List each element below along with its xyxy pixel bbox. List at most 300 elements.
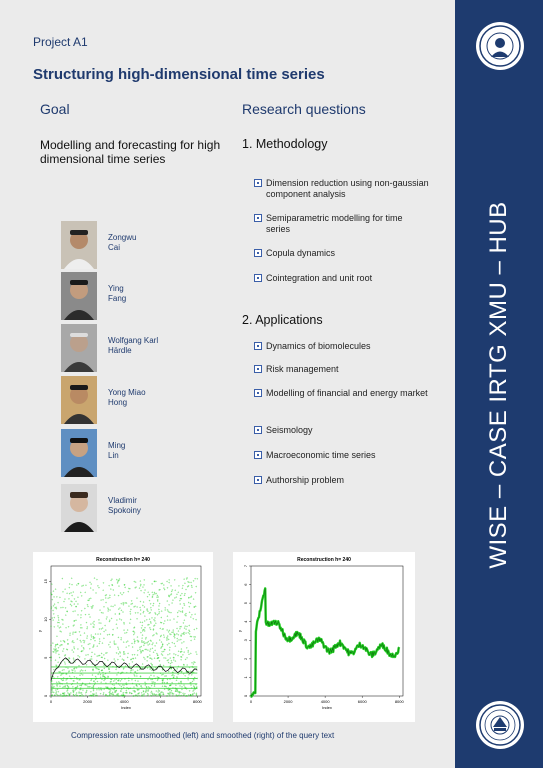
data-point (184, 685, 185, 686)
data-point (190, 653, 191, 654)
data-point (169, 694, 170, 695)
data-point (90, 617, 91, 618)
data-point (183, 603, 184, 604)
data-point (149, 619, 150, 620)
data-point (154, 620, 155, 621)
section-title-applications: 2. Applications (242, 313, 323, 327)
data-point (180, 639, 181, 640)
data-point (132, 603, 133, 604)
bullet-icon (254, 476, 262, 484)
data-point (176, 633, 177, 634)
data-point (150, 621, 151, 622)
data-point (59, 645, 60, 646)
data-point (140, 584, 141, 585)
data-point (123, 592, 124, 593)
data-point (132, 647, 133, 648)
data-point (180, 595, 181, 596)
data-point (165, 658, 166, 659)
data-point (183, 633, 184, 634)
data-point (122, 612, 123, 613)
data-point (103, 582, 104, 583)
data-point (75, 611, 76, 612)
data-point (86, 638, 87, 639)
data-point (196, 619, 197, 620)
data-point (144, 627, 145, 628)
data-point (55, 646, 56, 647)
data-point (87, 604, 88, 605)
data-point (71, 605, 72, 606)
data-point (62, 620, 63, 621)
data-point (114, 659, 115, 660)
data-point (107, 634, 108, 635)
data-point (169, 604, 170, 605)
data-point (196, 628, 197, 629)
data-point (185, 615, 186, 616)
data-point (89, 686, 90, 687)
data-point (173, 632, 174, 633)
data-point (123, 687, 124, 688)
data-point (52, 684, 53, 685)
data-point (77, 648, 78, 649)
data-point (112, 692, 113, 693)
data-point (73, 642, 74, 643)
data-point (181, 651, 182, 652)
data-point (186, 633, 187, 634)
data-point (164, 676, 165, 677)
data-point (161, 647, 162, 648)
data-point (90, 598, 91, 599)
data-point (64, 669, 65, 670)
data-point (190, 682, 191, 683)
data-point (157, 601, 158, 602)
data-point (186, 589, 187, 590)
data-point (184, 593, 185, 594)
data-point (119, 685, 120, 686)
data-point (195, 689, 196, 690)
data-point (88, 654, 89, 655)
data-point (131, 679, 132, 680)
data-point (194, 629, 195, 630)
data-point (70, 692, 71, 693)
list-item: Authorship problem (254, 475, 429, 486)
data-point (188, 581, 189, 582)
data-point (148, 679, 149, 680)
data-point (167, 638, 168, 639)
data-point (102, 628, 103, 629)
person-card (61, 221, 181, 269)
data-point (152, 681, 153, 682)
data-point (164, 637, 165, 638)
data-point (65, 615, 66, 616)
data-point (146, 619, 147, 620)
x-tick-label: 0 (49, 699, 53, 704)
data-point (61, 679, 62, 680)
data-point (60, 672, 61, 673)
data-point (93, 623, 94, 624)
data-point (105, 687, 106, 688)
data-point (161, 642, 162, 643)
data-point (104, 668, 105, 669)
data-point (191, 596, 192, 597)
data-point (174, 670, 175, 671)
data-point (158, 613, 159, 614)
data-point (106, 617, 107, 618)
data-point (156, 597, 157, 598)
data-point (170, 665, 171, 666)
data-point (66, 673, 67, 674)
data-point (148, 691, 149, 692)
data-point (113, 606, 114, 607)
data-point (144, 620, 145, 621)
data-point (172, 642, 173, 643)
data-point (55, 607, 56, 608)
y-tick-label: 3 (243, 639, 248, 642)
data-point (171, 690, 172, 691)
data-point (94, 621, 95, 622)
data-point (186, 647, 187, 648)
data-point (91, 656, 92, 657)
data-point (76, 601, 77, 602)
data-point (108, 598, 109, 599)
data-point (140, 585, 141, 586)
data-point (69, 593, 70, 594)
data-point (155, 667, 156, 668)
data-point (93, 646, 94, 647)
data-point (180, 604, 181, 605)
data-point (132, 669, 133, 670)
series-band (251, 588, 399, 696)
data-point (94, 640, 95, 641)
data-point (177, 668, 178, 669)
data-point (54, 650, 55, 651)
x-tick-label: 2000 (83, 699, 93, 704)
data-point (142, 635, 143, 636)
data-point (140, 651, 141, 652)
data-point (75, 690, 76, 691)
data-point (137, 640, 138, 641)
person-name: Wolfgang Karl Härdle (108, 336, 159, 355)
data-point (153, 594, 154, 595)
data-point (118, 586, 119, 587)
plot-frame (251, 566, 403, 696)
y-tick-label: 5 (243, 602, 248, 605)
data-point (63, 648, 64, 649)
data-point (77, 639, 78, 640)
data-point (72, 686, 73, 687)
data-point (163, 674, 164, 675)
data-point (151, 659, 152, 660)
figure-caption: Compression rate unsmoothed (left) and smoothed (right) of the query text (71, 731, 335, 740)
data-point (53, 649, 54, 650)
data-point (167, 581, 168, 582)
person-card (61, 429, 181, 477)
data-point (134, 639, 135, 640)
data-point (141, 646, 142, 647)
data-point (123, 667, 124, 668)
data-point (92, 675, 93, 676)
data-point (176, 594, 177, 595)
data-point (146, 637, 147, 638)
data-point (105, 630, 106, 631)
data-point (188, 602, 189, 603)
data-point (53, 620, 54, 621)
data-point (59, 622, 60, 623)
data-point (68, 626, 69, 627)
data-point (197, 578, 198, 579)
data-point (103, 638, 104, 639)
data-point (168, 693, 169, 694)
data-point (184, 652, 185, 653)
data-point (152, 597, 153, 598)
data-point (67, 639, 68, 640)
data-point (59, 597, 60, 598)
data-point (82, 670, 83, 671)
data-point (73, 680, 74, 681)
data-point (126, 642, 127, 643)
data-point (150, 669, 151, 670)
data-point (133, 687, 134, 688)
data-point (105, 625, 106, 626)
data-point (181, 598, 182, 599)
data-point (60, 675, 61, 676)
goal-text: Modelling and forecasting for high dimensional time series (40, 138, 221, 166)
data-point (99, 641, 100, 642)
data-point (150, 640, 151, 641)
data-point (54, 617, 55, 618)
data-point (182, 611, 183, 612)
data-point (150, 675, 151, 676)
data-point (140, 581, 141, 582)
data-point (111, 606, 112, 607)
list-item: Dimension reduction using non-gaussian component analysis (254, 178, 429, 200)
data-point (129, 693, 130, 694)
data-point (135, 658, 136, 659)
data-point (135, 587, 136, 588)
data-point (110, 647, 111, 648)
data-point (80, 624, 81, 625)
data-point (141, 590, 142, 591)
data-point (170, 658, 171, 659)
data-point (116, 620, 117, 621)
data-point (143, 629, 144, 630)
data-point (193, 580, 194, 581)
data-point (160, 628, 161, 629)
data-point (164, 689, 165, 690)
x-axis-label: Index (121, 705, 131, 710)
data-point (74, 647, 75, 648)
data-point (81, 645, 82, 646)
data-point (183, 693, 184, 694)
data-point (95, 679, 96, 680)
data-point (121, 603, 122, 604)
data-point (136, 684, 137, 685)
bullet-icon (254, 342, 262, 350)
data-point (89, 643, 90, 644)
data-point (154, 658, 155, 659)
data-point (79, 685, 80, 686)
data-point (87, 686, 88, 687)
data-point (179, 600, 180, 601)
data-point (53, 605, 54, 606)
data-point (70, 604, 71, 605)
data-point (60, 631, 61, 632)
data-point (139, 669, 140, 670)
data-point (89, 598, 90, 599)
data-point (192, 587, 193, 588)
data-point (176, 680, 177, 681)
chart-left-svg (33, 552, 213, 722)
data-point (102, 676, 103, 677)
data-point (101, 682, 102, 683)
data-point (142, 622, 143, 623)
data-point (138, 689, 139, 690)
data-point (114, 690, 115, 691)
data-point (137, 606, 138, 607)
data-point (191, 636, 192, 637)
x-tick-label: 8000 (394, 699, 404, 704)
data-point (187, 586, 188, 587)
data-point (77, 597, 78, 598)
data-point (147, 693, 148, 694)
data-point (150, 629, 151, 630)
data-point (104, 631, 105, 632)
data-point (150, 612, 151, 613)
data-point (157, 677, 158, 678)
data-point (65, 685, 66, 686)
data-point (120, 680, 121, 681)
data-point (53, 669, 54, 670)
data-point (167, 636, 168, 637)
data-point (66, 680, 67, 681)
data-point (182, 588, 183, 589)
data-point (60, 641, 61, 642)
data-point (155, 645, 156, 646)
data-point (74, 695, 75, 696)
data-point (190, 671, 191, 672)
data-point (155, 581, 156, 582)
data-point (60, 607, 61, 608)
data-point (147, 667, 148, 668)
data-point (140, 647, 141, 648)
data-point (144, 592, 145, 593)
data-point (111, 580, 112, 581)
data-point (190, 597, 191, 598)
data-point (85, 670, 86, 671)
data-point (168, 671, 169, 672)
chart-right (233, 552, 415, 722)
data-point (143, 611, 144, 612)
data-point (57, 676, 58, 677)
data-point (109, 689, 110, 690)
data-point (183, 622, 184, 623)
data-point (142, 625, 143, 626)
data-point (123, 604, 124, 605)
data-point (130, 611, 131, 612)
data-point (184, 583, 185, 584)
data-point (169, 692, 170, 693)
data-point (85, 692, 86, 693)
data-point (168, 662, 169, 663)
data-point (148, 686, 149, 687)
series-line (251, 588, 399, 696)
data-point (113, 681, 114, 682)
data-point (123, 654, 124, 655)
data-point (75, 694, 76, 695)
data-point (152, 670, 153, 671)
data-point (153, 625, 154, 626)
data-point (58, 662, 59, 663)
data-point (142, 630, 143, 631)
data-point (183, 641, 184, 642)
data-point (191, 640, 192, 641)
data-point (157, 595, 158, 596)
data-point (74, 648, 75, 649)
data-point (137, 681, 138, 682)
person-card (61, 272, 181, 320)
chart-right-svg (233, 552, 415, 722)
data-point (90, 582, 91, 583)
data-point (126, 693, 127, 694)
data-point (124, 630, 125, 631)
data-point (91, 584, 92, 585)
data-point (162, 646, 163, 647)
data-point (144, 579, 145, 580)
list-item: Macroeconomic time series (254, 450, 429, 461)
data-point (90, 588, 91, 589)
data-point (121, 637, 122, 638)
data-point (114, 685, 115, 686)
data-point (100, 677, 101, 678)
data-point (53, 676, 54, 677)
data-point (54, 604, 55, 605)
data-point (62, 624, 63, 625)
data-point (194, 636, 195, 637)
data-point (109, 694, 110, 695)
data-point (189, 625, 190, 626)
data-point (81, 670, 82, 671)
data-point (184, 605, 185, 606)
data-point (136, 676, 137, 677)
data-point (109, 597, 110, 598)
data-point (91, 635, 92, 636)
data-point (148, 694, 149, 695)
data-point (159, 603, 160, 604)
data-point (63, 640, 64, 641)
data-point (164, 657, 165, 658)
bullet-icon (254, 249, 262, 257)
data-point (171, 662, 172, 663)
data-point (92, 605, 93, 606)
data-point (118, 653, 119, 654)
data-point (162, 651, 163, 652)
data-point (81, 641, 82, 642)
data-point (169, 596, 170, 597)
list-item: Cointegration and unit root (254, 273, 429, 284)
data-point (137, 618, 138, 619)
data-point (178, 674, 179, 675)
data-point (107, 608, 108, 609)
data-point (108, 644, 109, 645)
data-point (167, 601, 168, 602)
data-point (154, 617, 155, 618)
data-point (180, 685, 181, 686)
data-point (163, 623, 164, 624)
data-point (158, 597, 159, 598)
data-point (172, 600, 173, 601)
data-point (164, 682, 165, 683)
data-point (130, 619, 131, 620)
data-point (103, 599, 104, 600)
